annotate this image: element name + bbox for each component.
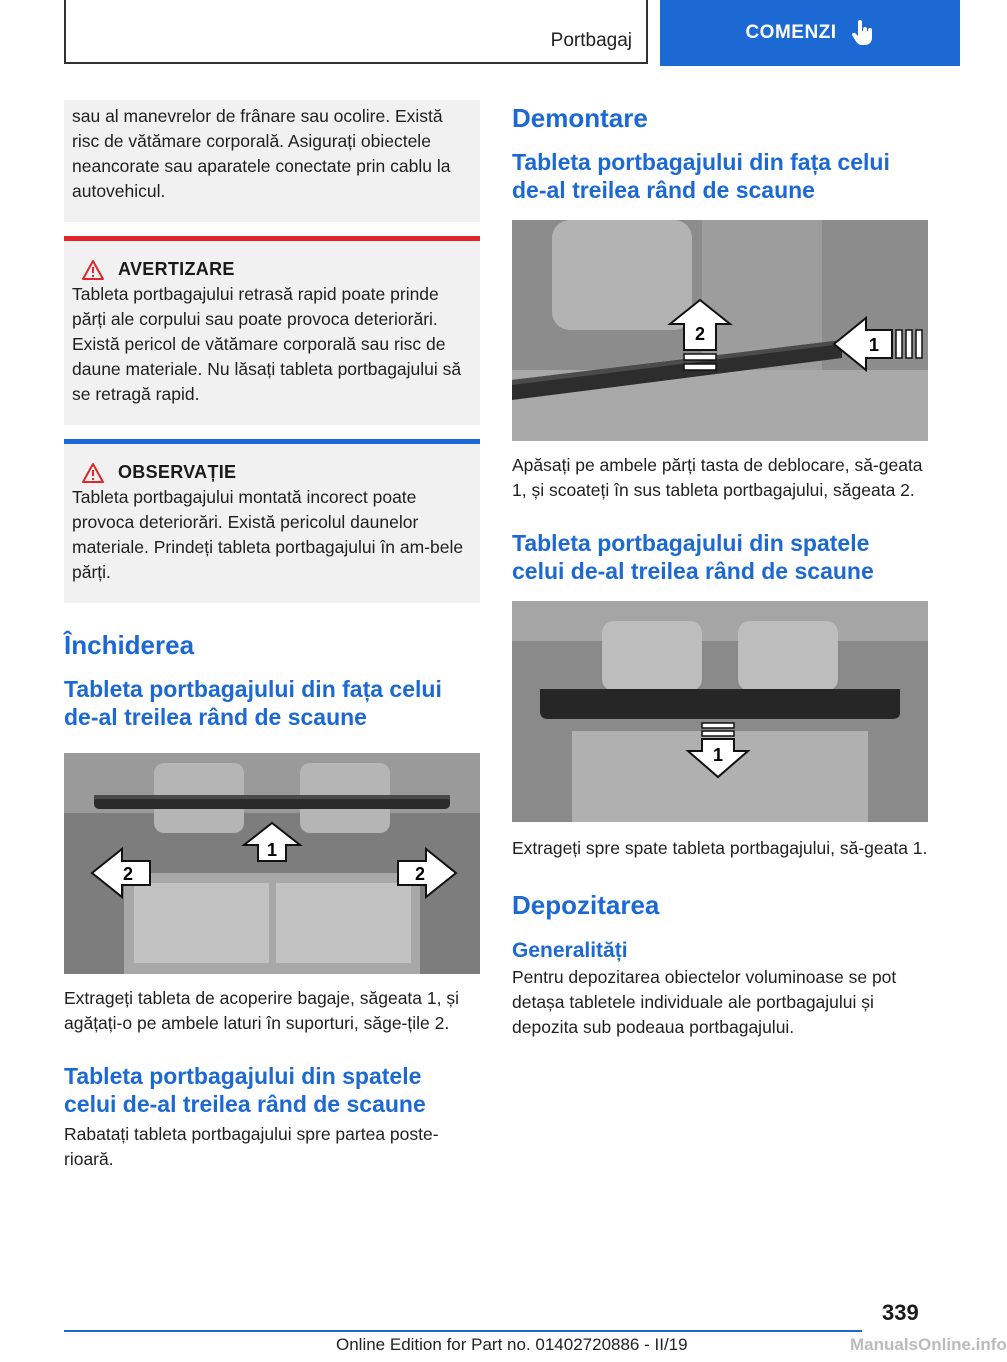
intro-box (64, 100, 480, 222)
removal-sub1-text: Apăsați pe ambele părți tasta de deblocare, să-geata 1, și scoateți în sus tableta portbagajului, săgeata 2. (512, 455, 923, 500)
page-header (0, 0, 960, 66)
fig1-label-left: 2 (122, 864, 134, 884)
header-title: Portbagaj (550, 30, 632, 51)
storage-heading: Depozitarea (512, 890, 660, 920)
warning-triangle-icon (82, 260, 104, 280)
hand-pointer-icon (851, 20, 875, 46)
removal-sub2-text: Extrageți spre spate tableta portbagajului, să-geata 1. (512, 838, 928, 858)
closing-sub2-text: Rabatați tableta portbagajului spre partea poste-rioară. (64, 1124, 439, 1169)
fig1-label-right: 2 (414, 864, 426, 884)
figure-remove-rear (512, 601, 928, 822)
notice-text: Tableta portbagajului montată incorect poate provoca deteriorări. Există pericolul daunelor materiale. Prindeți tableta portbagajului în am-bele părți. (72, 487, 464, 582)
storage-sub-heading: Generalități (512, 939, 628, 962)
fig1-label-center: 1 (266, 840, 278, 860)
fig2-label-up: 2 (694, 324, 706, 344)
removal-sub2-heading: Tableta portbagajului din spatele celui de-al treilea rând de scaune (512, 530, 874, 584)
footer-logo: ManualsOnline.info (850, 1335, 1007, 1354)
notice-header (82, 462, 470, 483)
intro-text: sau al manevrelor de frânare sau ocolire. Există risc de vătămare corporală. Asigurați obiectele neancorate sau aparatele conectate prin cablu la autovehicul. (72, 106, 451, 201)
notice-title: OBSERVAȚIE (118, 462, 237, 482)
warning-header (82, 259, 470, 280)
footer-edition: Online Edition for Part no. 01402720886 - II/19 (336, 1335, 688, 1354)
closing-sub2-heading: Tableta portbagajului din spatele celui de-al treilea rând de scaune (64, 1063, 426, 1117)
right-column (512, 100, 928, 1040)
page-number: 339 (882, 1300, 919, 1325)
fig2-label-left: 1 (868, 335, 880, 355)
removal-sub1-heading: Tableta portbagajului din fața celui de-al treilea rând de scaune (512, 149, 890, 203)
warning-box (64, 236, 480, 425)
figure-remove-front (512, 220, 928, 441)
warning-title: AVERTIZARE (118, 259, 235, 279)
notice-triangle-icon (82, 463, 104, 483)
storage-text: Pentru depozitarea obiectelor voluminoase se pot detașa tabletele individuale ale portbagajului și depozita sub podeaua portbagajului. (512, 967, 897, 1037)
notice-box (64, 439, 480, 603)
closing-sub1-text: Extrageți tableta de acoperire bagaje, săgeata 1, și agățați-o pe ambele laturi în suporturi, săge-țile 2. (64, 988, 459, 1033)
closing-sub1-heading: Tableta portbagajului din fața celui de-al treilea rând de scaune (64, 676, 442, 730)
removal-heading: Demontare (512, 103, 648, 133)
commands-button-label: COMENZI (745, 22, 837, 43)
footer-rule (64, 1330, 862, 1332)
header-title-box (64, 0, 648, 64)
left-column (64, 100, 480, 1172)
fig3-label-down: 1 (712, 745, 724, 765)
figure-close-front (64, 753, 480, 974)
commands-button[interactable] (660, 0, 960, 66)
warning-text: Tableta portbagajului retrasă rapid poate prinde părți ale corpului sau poate provoca deteriorări. Există pericol de vătămare corporală sau risc de daune materiale. Nu lăsați tableta portbagajului să se retragă rapid. (72, 284, 462, 404)
closing-heading: Închiderea (64, 630, 195, 660)
